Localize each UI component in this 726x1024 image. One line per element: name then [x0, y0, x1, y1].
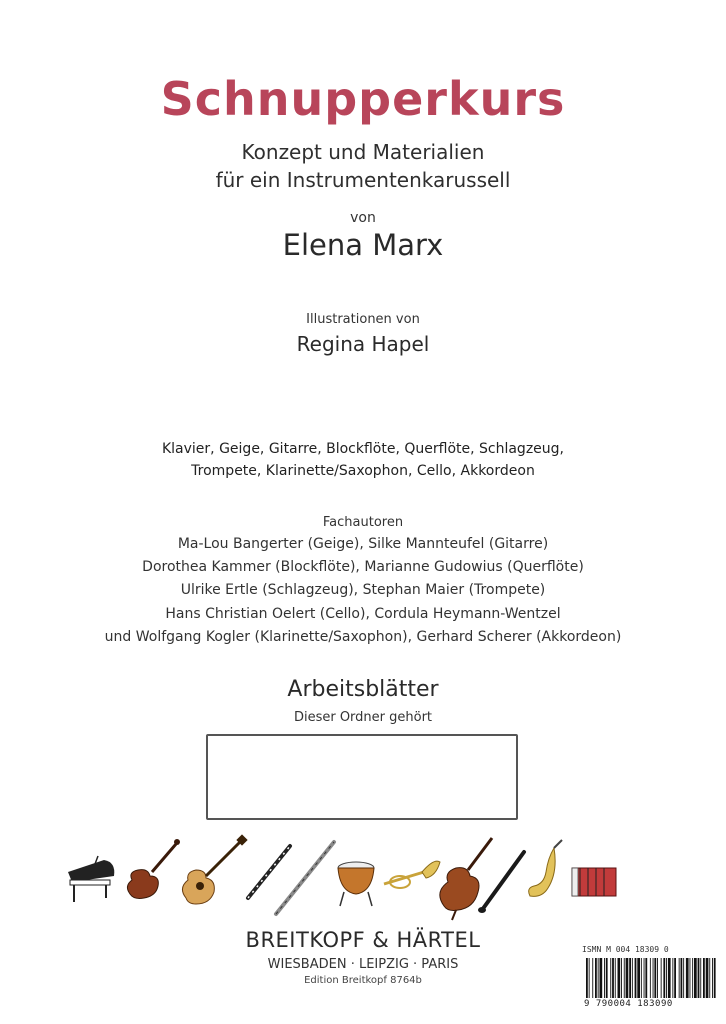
ismn-number: ISMN M 004 18309 0 — [582, 945, 669, 954]
subtitle-line-1: Konzept und Materialien — [241, 140, 485, 164]
accordion-icon — [572, 868, 616, 896]
piano-icon — [68, 856, 114, 902]
drum-icon — [338, 862, 374, 906]
recorder-icon — [248, 846, 290, 898]
violin-icon — [127, 839, 180, 899]
coauthors-line: Dorothea Kammer (Blockflöte), Marianne Gudowius (Querflöte) — [142, 559, 584, 575]
barcode — [584, 958, 716, 998]
owner-label: Dieser Ordner gehört — [293, 710, 433, 725]
coauthors-line: Ulrike Ertle (Schlagzeug), Stephan Maier (Trompete) — [180, 582, 546, 598]
guitar-icon — [182, 834, 247, 904]
instruments-line-2: Trompete, Klarinette/Saxophon, Cello, Akkordeon — [191, 463, 535, 479]
by-label: von — [350, 210, 376, 226]
trumpet-icon — [384, 861, 440, 888]
worksheets-title: Arbeitsblätter — [287, 677, 439, 702]
barcode-number: 9 790004 183090 — [584, 999, 673, 1009]
cover-title: Schnupperkurs — [160, 72, 566, 126]
saxophone-icon — [529, 840, 562, 896]
coauthors-line: und Wolfgang Kogler (Klarinette/Saxophon), Gerhard Scherer (Akkordeon) — [104, 629, 622, 645]
illustrator-name: Regina Hapel — [296, 332, 430, 356]
publisher-name: BREITKOPF & HÄRTEL — [245, 928, 481, 952]
edition-number: Edition Breitkopf 8764b — [304, 975, 422, 986]
instruments-line-1: Klavier, Geige, Gitarre, Blockflöte, Querflöte, Schlagzeug, — [161, 441, 564, 457]
clarinet-icon — [478, 852, 524, 913]
coauthors-line: Ma-Lou Bangerter (Geige), Silke Mannteufel (Gitarre) — [177, 536, 549, 552]
coauthors-line: Hans Christian Oelert (Cello), Cordula Heymann-Wentzel — [165, 606, 561, 622]
coauthors-label: Fachautoren — [322, 515, 404, 530]
instrument-illustrations — [64, 832, 624, 922]
publisher-cities: WIESBADEN · LEIPZIG · PARIS — [267, 957, 459, 972]
subtitle-line-2: für ein Instrumentenkarussell — [215, 168, 511, 192]
illustrations-label: Illustrationen von — [306, 312, 420, 327]
author-name: Elena Marx — [282, 228, 444, 262]
owner-name-box — [206, 734, 518, 820]
